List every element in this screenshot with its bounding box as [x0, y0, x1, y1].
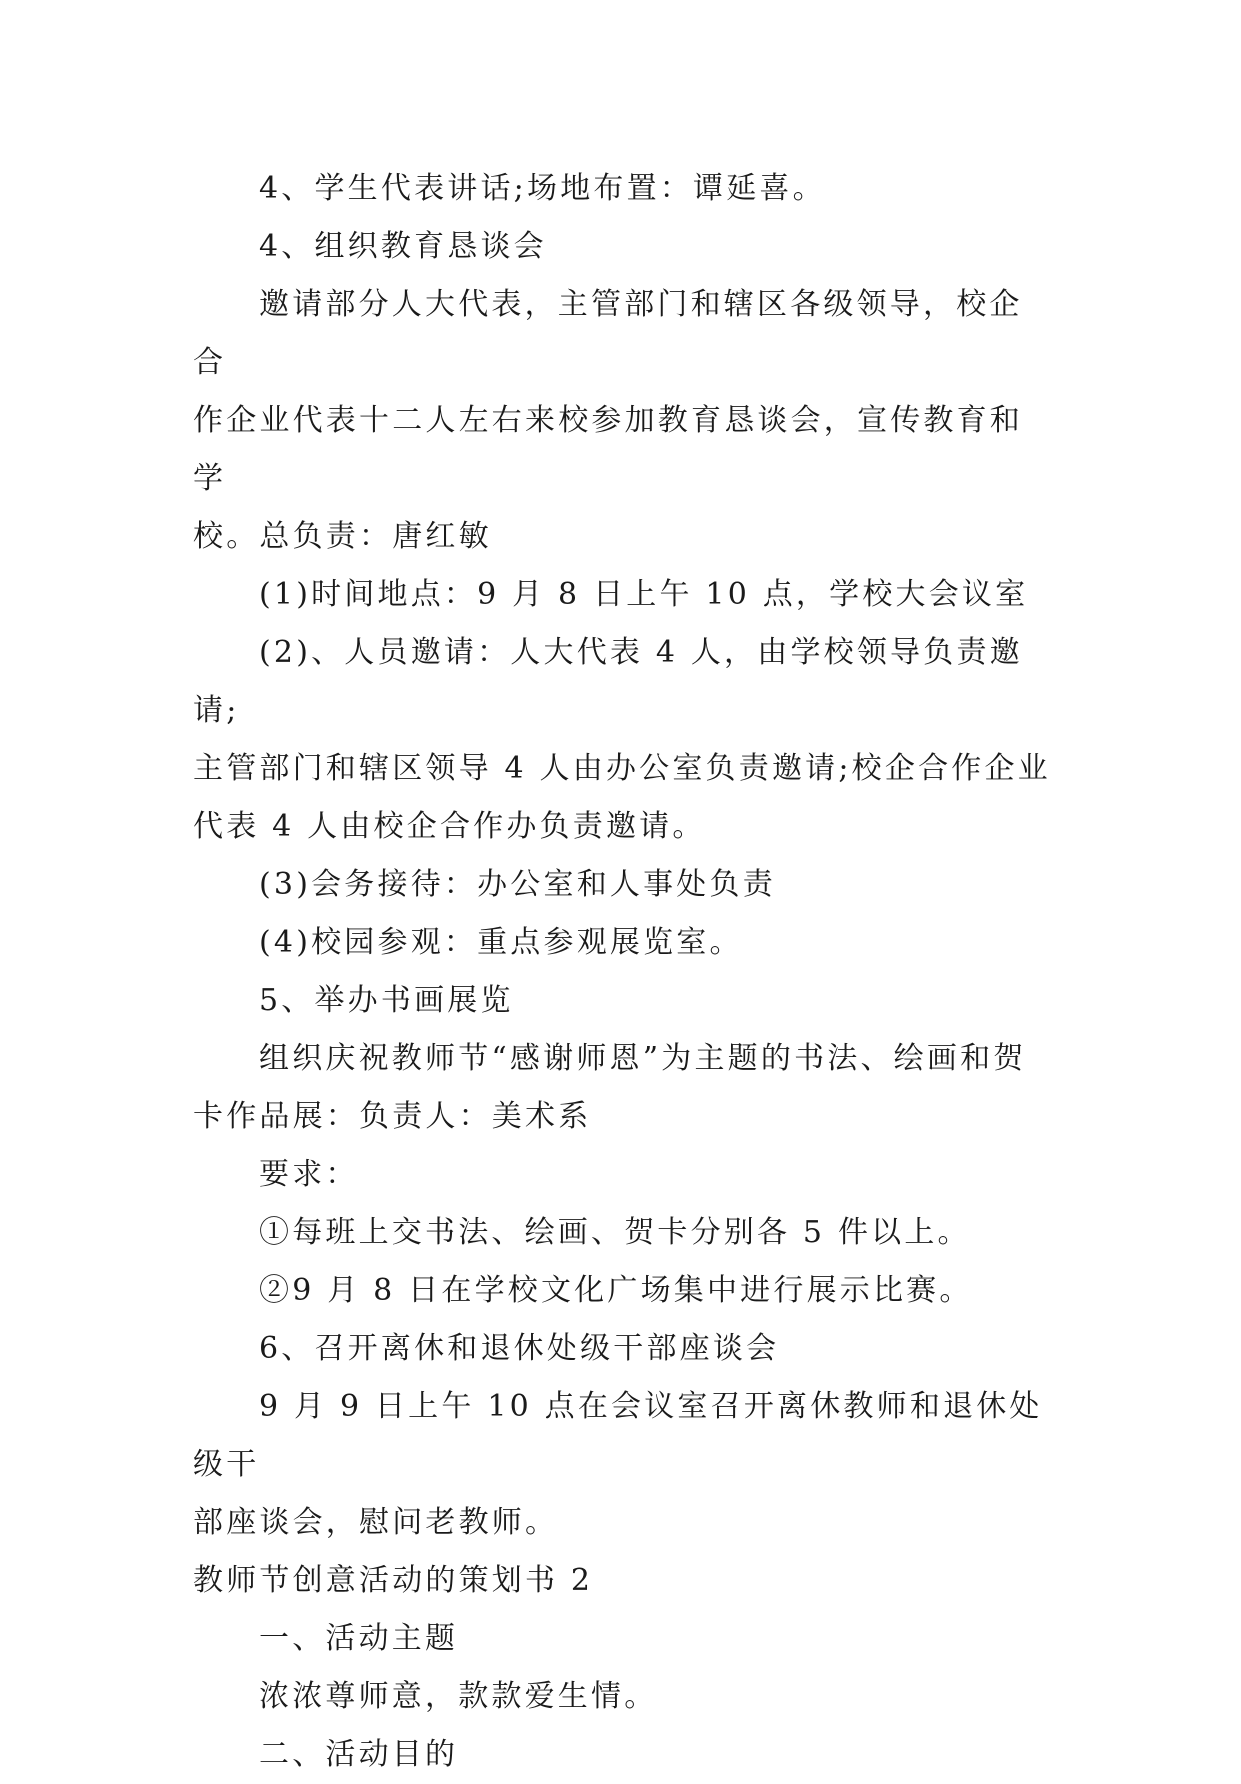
section-title-plan-2	[193, 1552, 1053, 1610]
text-line: (2)、人员邀请：人大代表 4 人，由学校领导负责邀请;	[193, 635, 1023, 728]
text-line: (4)校园参观：重点参观展览室。	[259, 925, 743, 960]
paragraph-theme-text	[193, 1668, 1053, 1726]
text-line: 4、学生代表讲话;场地布置：谭延喜。	[259, 171, 826, 206]
label-requirements	[193, 1146, 1053, 1204]
text-line: 作企业代表十二人左右来校参加教育恳谈会，宣传教育和学	[193, 403, 1023, 496]
text-line: 一、活动主题	[259, 1621, 459, 1656]
text-line: (1)时间地点：9 月 8 日上午 10 点，学校大会议室	[259, 577, 1029, 612]
item-time-place	[193, 566, 1053, 624]
text-line: 要求：	[259, 1157, 359, 1192]
paragraph-exhibition-description	[193, 1030, 1053, 1146]
requirement-item-2	[193, 1262, 1053, 1320]
item-personnel-invitation	[193, 624, 1053, 856]
paragraph-speech-venue	[193, 160, 1053, 218]
item-campus-visit	[193, 914, 1053, 972]
text-line: 5、举办书画展览	[259, 983, 514, 1018]
text-line: 部座谈会，慰问老教师。	[193, 1505, 559, 1540]
text-line: 6、召开离休和退休处级干部座谈会	[259, 1331, 780, 1366]
paragraph-retired-forum-details	[193, 1378, 1053, 1552]
heading-art-exhibition	[193, 972, 1053, 1030]
text-line: 教师节创意活动的策划书 2	[193, 1563, 594, 1598]
text-line: 邀请部分人大代表，主管部门和辖区各级领导，校企合	[193, 287, 1023, 380]
text-line: 校。总负责：唐红敏	[193, 519, 492, 554]
heading-education-forum	[193, 218, 1053, 276]
text-line: 代表 4 人由校企合作办负责邀请。	[193, 809, 706, 844]
heading-activity-theme	[193, 1610, 1053, 1668]
text-line: 卡作品展：负责人：美术系	[193, 1099, 592, 1134]
text-line: 9 月 9 日上午 10 点在会议室召开离休教师和退休处级干	[193, 1389, 1043, 1482]
text-line: 二、活动目的	[259, 1737, 459, 1772]
requirement-item-1	[193, 1204, 1053, 1262]
text-line: ①每班上交书法、绘画、贺卡分别各 5 件以上。	[259, 1215, 971, 1250]
heading-retired-cadres-forum	[193, 1320, 1053, 1378]
text-line: 主管部门和辖区领导 4 人由办公室负责邀请;校企合作企业	[193, 751, 1051, 786]
heading-activity-purpose	[193, 1726, 1053, 1784]
text-line: (3)会务接待：办公室和人事处负责	[259, 867, 776, 902]
text-line: ②9 月 8 日在学校文化广场集中进行展示比赛。	[259, 1273, 973, 1308]
paragraph-forum-invitation	[193, 276, 1053, 566]
text-line: 组织庆祝教师节“感谢师恩”为主题的书法、绘画和贺	[259, 1041, 1027, 1076]
item-reception	[193, 856, 1053, 914]
text-line: 浓浓尊师意，款款爱生情。	[259, 1679, 658, 1714]
text-line: 4、组织教育恳谈会	[259, 229, 547, 264]
document-body	[193, 160, 1053, 1784]
